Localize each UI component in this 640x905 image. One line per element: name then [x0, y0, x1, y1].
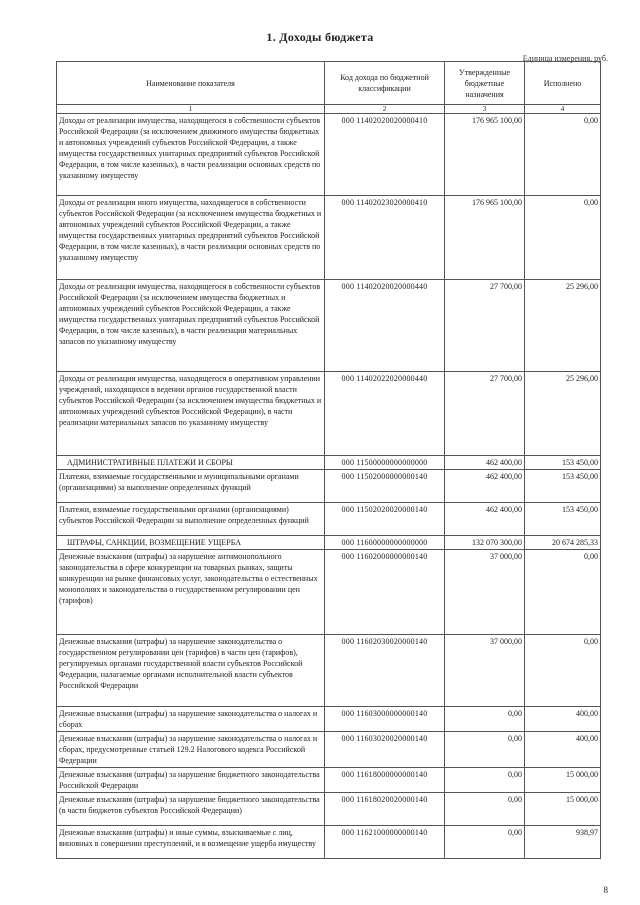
column-number: 2: [325, 105, 445, 114]
row-approved-cell: 0,00: [445, 732, 525, 768]
row-approved-cell: 462 400,00: [445, 503, 525, 536]
row-code-cell: 000 11502020020000140: [325, 503, 445, 536]
page-title: 1. Доходы бюджета: [266, 30, 374, 44]
page-number: 8: [603, 885, 608, 895]
column-header-approved: Утвержденные бюджетные назначения: [445, 62, 525, 105]
row-executed-cell: 25 296,00: [525, 372, 601, 456]
row-code-cell: 000 11618020020000140: [325, 793, 445, 826]
table-row: [57, 372, 601, 456]
row-code-cell: 000 11502000000000140: [325, 470, 445, 503]
row-name-cell: Денежные взыскания (штрафы) за нарушение законодательства о государственном регулировании цен (тарифов) в части цен (тарифов), регулируемых органами государственной власти субъектов Российской Федерации, налагаемые органами исполнительной власти субъектов Российской Федерации: [57, 635, 325, 707]
row-approved-cell: 37 000,00: [445, 635, 525, 707]
table-row: [57, 826, 601, 859]
row-name-cell: Денежные взыскания (штрафы) и иные суммы, взыскиваемые с лиц, виновных в совершении преступлений, и в возмещение ущерба имуществу: [57, 826, 325, 859]
row-approved-cell: 0,00: [445, 768, 525, 793]
row-approved-cell: 462 400,00: [445, 456, 525, 470]
row-code-cell: 000 11402020020000440: [325, 280, 445, 372]
row-name-cell: Денежные взыскания (штрафы) за нарушение законодательства о налогах и сборах: [57, 707, 325, 732]
table-row: [57, 114, 601, 196]
row-executed-cell: 15 000,00: [525, 768, 601, 793]
table-row: [57, 280, 601, 372]
table-row: [57, 793, 601, 826]
column-header-name: Наименование показателя: [57, 62, 325, 105]
table-body: [57, 114, 601, 859]
row-executed-cell: 0,00: [525, 635, 601, 707]
row-name-cell: Доходы от реализации имущества, находящегося в собственности субъектов Российской Федерации (за исключением имущества бюджетных и автономных учреждений субъектов Российской Федерации, а также имущества государственных унитарных предприятий субъектов Российской Федерации, в том числе казенных), в части реализации материальных запасов по указанному имуществу: [57, 280, 325, 372]
row-name-cell: Денежные взыскания (штрафы) за нарушение бюджетного законодательства (в части бюджетов субъектов Российской Федерации): [57, 793, 325, 826]
column-numbers-row: [57, 105, 601, 114]
row-code-cell: 000 11500000000000000: [325, 456, 445, 470]
row-approved-cell: 27 700,00: [445, 372, 525, 456]
row-name-cell: Доходы от реализации имущества, находящегося в оперативном управлении учреждений, находящихся в ведении органов государственной власти субъектов Российской Федерации (за исключением имущества бюджетных и автономных учреждений субъектов Российской Федерации), в части реализации материальных запасов по указанному имуществу: [57, 372, 325, 456]
row-executed-cell: 153 450,00: [525, 456, 601, 470]
table-row: [57, 470, 601, 503]
row-name-cell: ШТРАФЫ, САНКЦИИ, ВОЗМЕЩЕНИЕ УЩЕРБА: [57, 536, 325, 550]
row-approved-cell: 132 070 300,00: [445, 536, 525, 550]
column-number: 3: [445, 105, 525, 114]
row-executed-cell: 153 450,00: [525, 470, 601, 503]
table-row: [57, 503, 601, 536]
column-header-executed: Исполнено: [525, 62, 601, 105]
row-executed-cell: 25 296,00: [525, 280, 601, 372]
units-label: Единица измерения, руб.: [522, 54, 608, 63]
table-row: [57, 635, 601, 707]
table-row: [57, 456, 601, 470]
row-executed-cell: 0,00: [525, 114, 601, 196]
row-code-cell: 000 11602000000000140: [325, 550, 445, 635]
row-approved-cell: 176 965 100,00: [445, 196, 525, 280]
column-number: 4: [525, 105, 601, 114]
row-approved-cell: 176 965 100,00: [445, 114, 525, 196]
row-name-cell: Денежные взыскания (штрафы) за нарушение антимонопольного законодательства в сфере конкуренции на товарных рынках, защиты конкуренции на рынке финансовых услуг, законодательства о естественных монополиях и законодательства о государственном регулировании цен (тарифов): [57, 550, 325, 635]
row-code-cell: 000 11603000000000140: [325, 707, 445, 732]
row-name-cell: АДМИНИСТРАТИВНЫЕ ПЛАТЕЖИ И СБОРЫ: [57, 456, 325, 470]
row-code-cell: 000 11402023020000410: [325, 196, 445, 280]
row-approved-cell: 462 400,00: [445, 470, 525, 503]
row-name-cell: Денежные взыскания (штрафы) за нарушение законодательства о налогах и сборах, предусмотренные статьей 129.2 Налогового кодекса Российской Федерации: [57, 732, 325, 768]
row-code-cell: 000 11621000000000140: [325, 826, 445, 859]
row-code-cell: 000 11600000000000000: [325, 536, 445, 550]
row-executed-cell: 15 000,00: [525, 793, 601, 826]
table-row: [57, 732, 601, 768]
row-code-cell: 000 11402020020000410: [325, 114, 445, 196]
row-code-cell: 000 11603020020000140: [325, 732, 445, 768]
row-name-cell: Платежи, взимаемые государственными и муниципальными органами (организациями) за выполнение определенных функций: [57, 470, 325, 503]
row-approved-cell: 27 700,00: [445, 280, 525, 372]
row-name-cell: Денежные взыскания (штрафы) за нарушение бюджетного законодательства Российской Федерации: [57, 768, 325, 793]
column-number: 1: [57, 105, 325, 114]
row-approved-cell: 0,00: [445, 707, 525, 732]
table-row: [57, 550, 601, 635]
row-approved-cell: 0,00: [445, 793, 525, 826]
table-row: [57, 196, 601, 280]
table-row: [57, 536, 601, 550]
row-executed-cell: 0,00: [525, 196, 601, 280]
column-header-code: Код дохода по бюджетной классификации: [325, 62, 445, 105]
table-row: [57, 707, 601, 732]
row-executed-cell: 938,97: [525, 826, 601, 859]
table-header-row: [57, 62, 601, 105]
table-row: [57, 768, 601, 793]
row-name-cell: Платежи, взимаемые государственными органами (организациями) субъектов Российской Федерации за выполнение определенных функций: [57, 503, 325, 536]
row-code-cell: 000 11602030020000140: [325, 635, 445, 707]
row-executed-cell: 400,00: [525, 732, 601, 768]
row-executed-cell: 20 674 285,33: [525, 536, 601, 550]
row-name-cell: Доходы от реализации имущества, находящегося в собственности субъектов Российской Федерации (за исключением движимого имущества бюджетных и автономных учреждений субъектов Российской Федерации, а также имущества государственных унитарных предприятий субъектов Российской Федерации, в том числе казенных), в части реализации основных средств по указанному имуществу: [57, 114, 325, 196]
row-executed-cell: 0,00: [525, 550, 601, 635]
row-code-cell: 000 11618000000000140: [325, 768, 445, 793]
row-approved-cell: 37 000,00: [445, 550, 525, 635]
revenue-table: [56, 61, 601, 859]
row-executed-cell: 400,00: [525, 707, 601, 732]
row-executed-cell: 153 450,00: [525, 503, 601, 536]
row-code-cell: 000 11402022020000440: [325, 372, 445, 456]
row-approved-cell: 0,00: [445, 826, 525, 859]
row-name-cell: Доходы от реализации иного имущества, находящегося в собственности субъектов Российской Федерации (за исключением имущества бюджетных и автономных учреждений субъектов Российской Федерации, а также имущества государственных унитарных предприятий субъектов Российской Федерации, в том числе казенных), в части реализации основных средств по указанному имуществу: [57, 196, 325, 280]
